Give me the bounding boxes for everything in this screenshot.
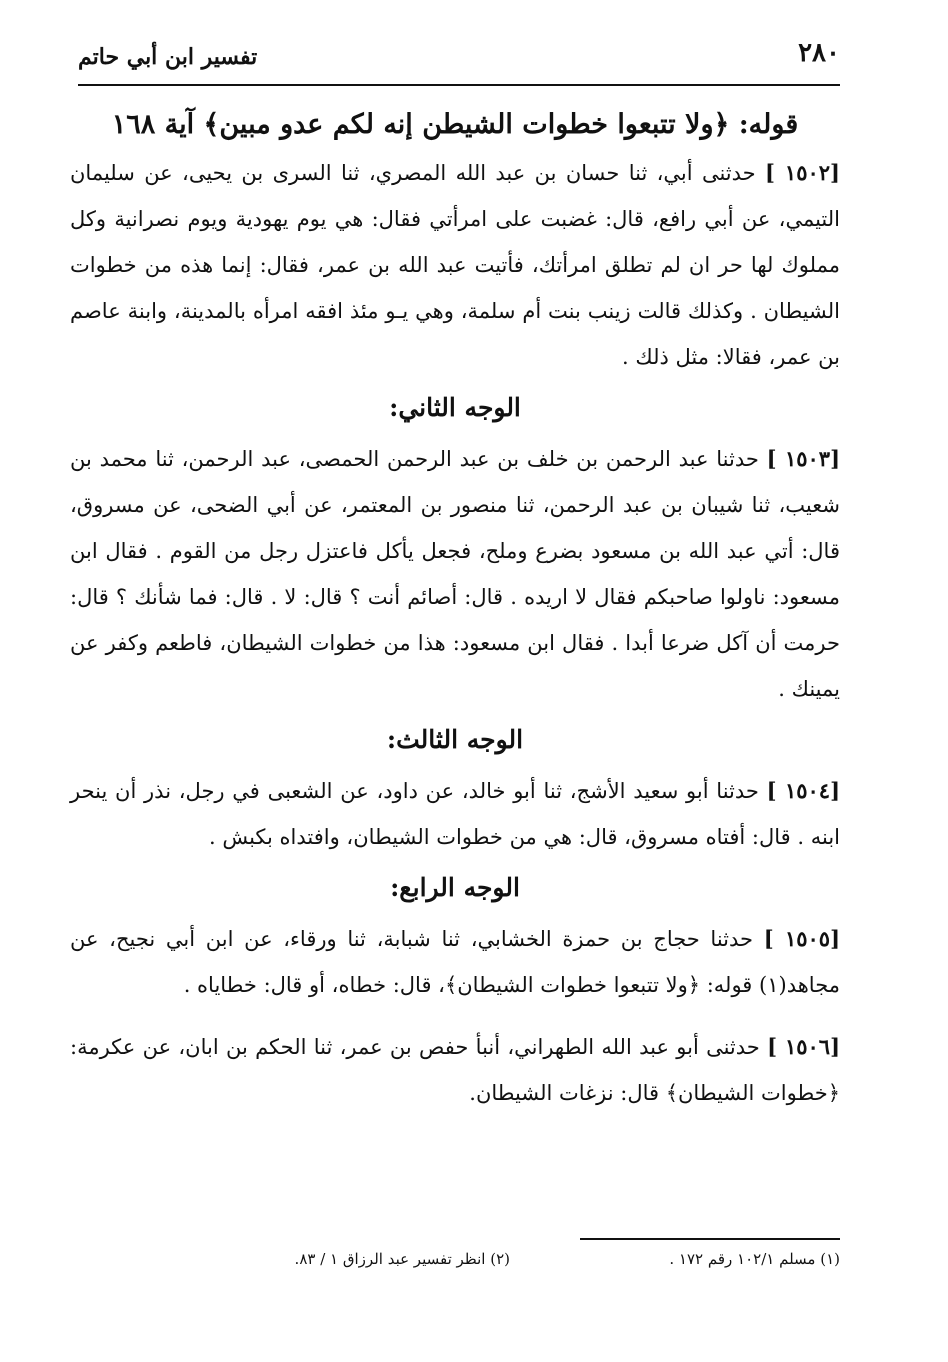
narration-text: حدثنا حجاج بن حمزة الخشابي، ثنا شبابة، ثنا ورقاء، عن ابن أبي نجيح، عن مجاهد(١) قوله: ﴿ولا تتبعوا خطوات الشيطان﴾، قال: خطاه، أو قال: خطاياه .	[70, 927, 840, 997]
verse-heading: قوله: ﴿ولا تتبعوا خطوات الشيطن إنه لكم عدو مبين﴾ آية ١٦٨	[111, 109, 799, 140]
footnote-1: (١) مسلم ١٠٢/١ رقم ١٧٢ .	[669, 1250, 840, 1268]
footnotes	[220, 1250, 840, 1280]
footnote-rule	[580, 1238, 840, 1240]
narration-number: [١٥٠٤ ]	[766, 778, 840, 803]
narration-text: حدثنى أبو عبد الله الطهراني، أنبأ حفص بن عمر، ثنا الحكم بن ابان، عن عكرمة: ﴿خطوات الشيطان﴾ قال: نزغات الشيطان.	[70, 1035, 840, 1105]
narration-1505	[70, 916, 840, 1008]
page-header	[78, 36, 840, 84]
paragraph-gap	[70, 1008, 840, 1024]
narration-1503	[70, 436, 840, 712]
page-body	[70, 102, 840, 1116]
narration-1502	[70, 150, 840, 380]
narration-text: حدثنا عبد الرحمن بن خلف بن عبد الرحمن الحمصى، عبد الرحمن، ثنا محمد بن شعيب، ثنا شيبان بن عبد الرحمن، ثنا منصور بن المعتمر، عن أبي الضحى، عن مسروق، قال: أتي عبد الله بن مسعود بضرع وملح، فجعل يأكل فاعتزل رجل من القوم . فقال ابن مسعود: ناولوا صاحبكم فقال لا اريده . قال: أصائم أنت ؟ قال: لا . قال: فما شأنك ؟ قال: حرمت أن آكل ضرعا أبدا . فقال ابن مسعود: هذا من خطوات الشيطان، فاطعم وكفر عن يمينك .	[70, 447, 840, 701]
section-heading-third: الوجه الثالث:	[386, 725, 524, 754]
footnote-2: (٢) انظر تفسير عبد الرزاق ١ / ٨٣.	[294, 1250, 510, 1268]
section-heading-second: الوجه الثاني:	[389, 393, 521, 422]
narration-text: حدثنى أبي، ثنا حسان بن عبد الله المصري، ثنا السرى بن يحيى، عن سليمان التيمي، عن أبي رافع، قال: غضبت على امرأتي فقال: هي يوم يهودية ويوم نصرانية وكل مملوك لها حر ان لم تطلق امرأتك، فأتيت عبد الله بن عمر، فقال: إنما هذه من خطوات الشيطان . وكذلك قالت زينب بنت أم سلمة، وهي يـو مئذ افقه امرأه بالمدينة، وابنة عاصم بن عمر، فقالا: مثل ذلك .	[70, 161, 840, 369]
narration-1504	[70, 768, 840, 860]
narration-text: حدثنا أبو سعيد الأشج، ثنا أبو خالد، عن داود، عن الشعبى في رجل، نذر أن ينحر ابنه . قال: أفتاه مسروق، قال: هي من خطوات الشيطان، وافتداه بكبش .	[70, 779, 840, 849]
section-heading-fourth: الوجه الرابع:	[390, 873, 520, 902]
header-rule	[78, 84, 840, 86]
narration-number: [١٥٠٢ ]	[765, 160, 840, 185]
page-number: ٢٨٠	[798, 38, 840, 68]
narration-number: [١٥٠٣ ]	[766, 446, 840, 471]
narration-1506	[70, 1024, 840, 1116]
narration-number: [١٥٠٥ ]	[763, 926, 841, 951]
running-title: تفسير ابن أبي حاتم	[78, 44, 258, 70]
narration-number: [١٥٠٦ ]	[767, 1034, 841, 1059]
